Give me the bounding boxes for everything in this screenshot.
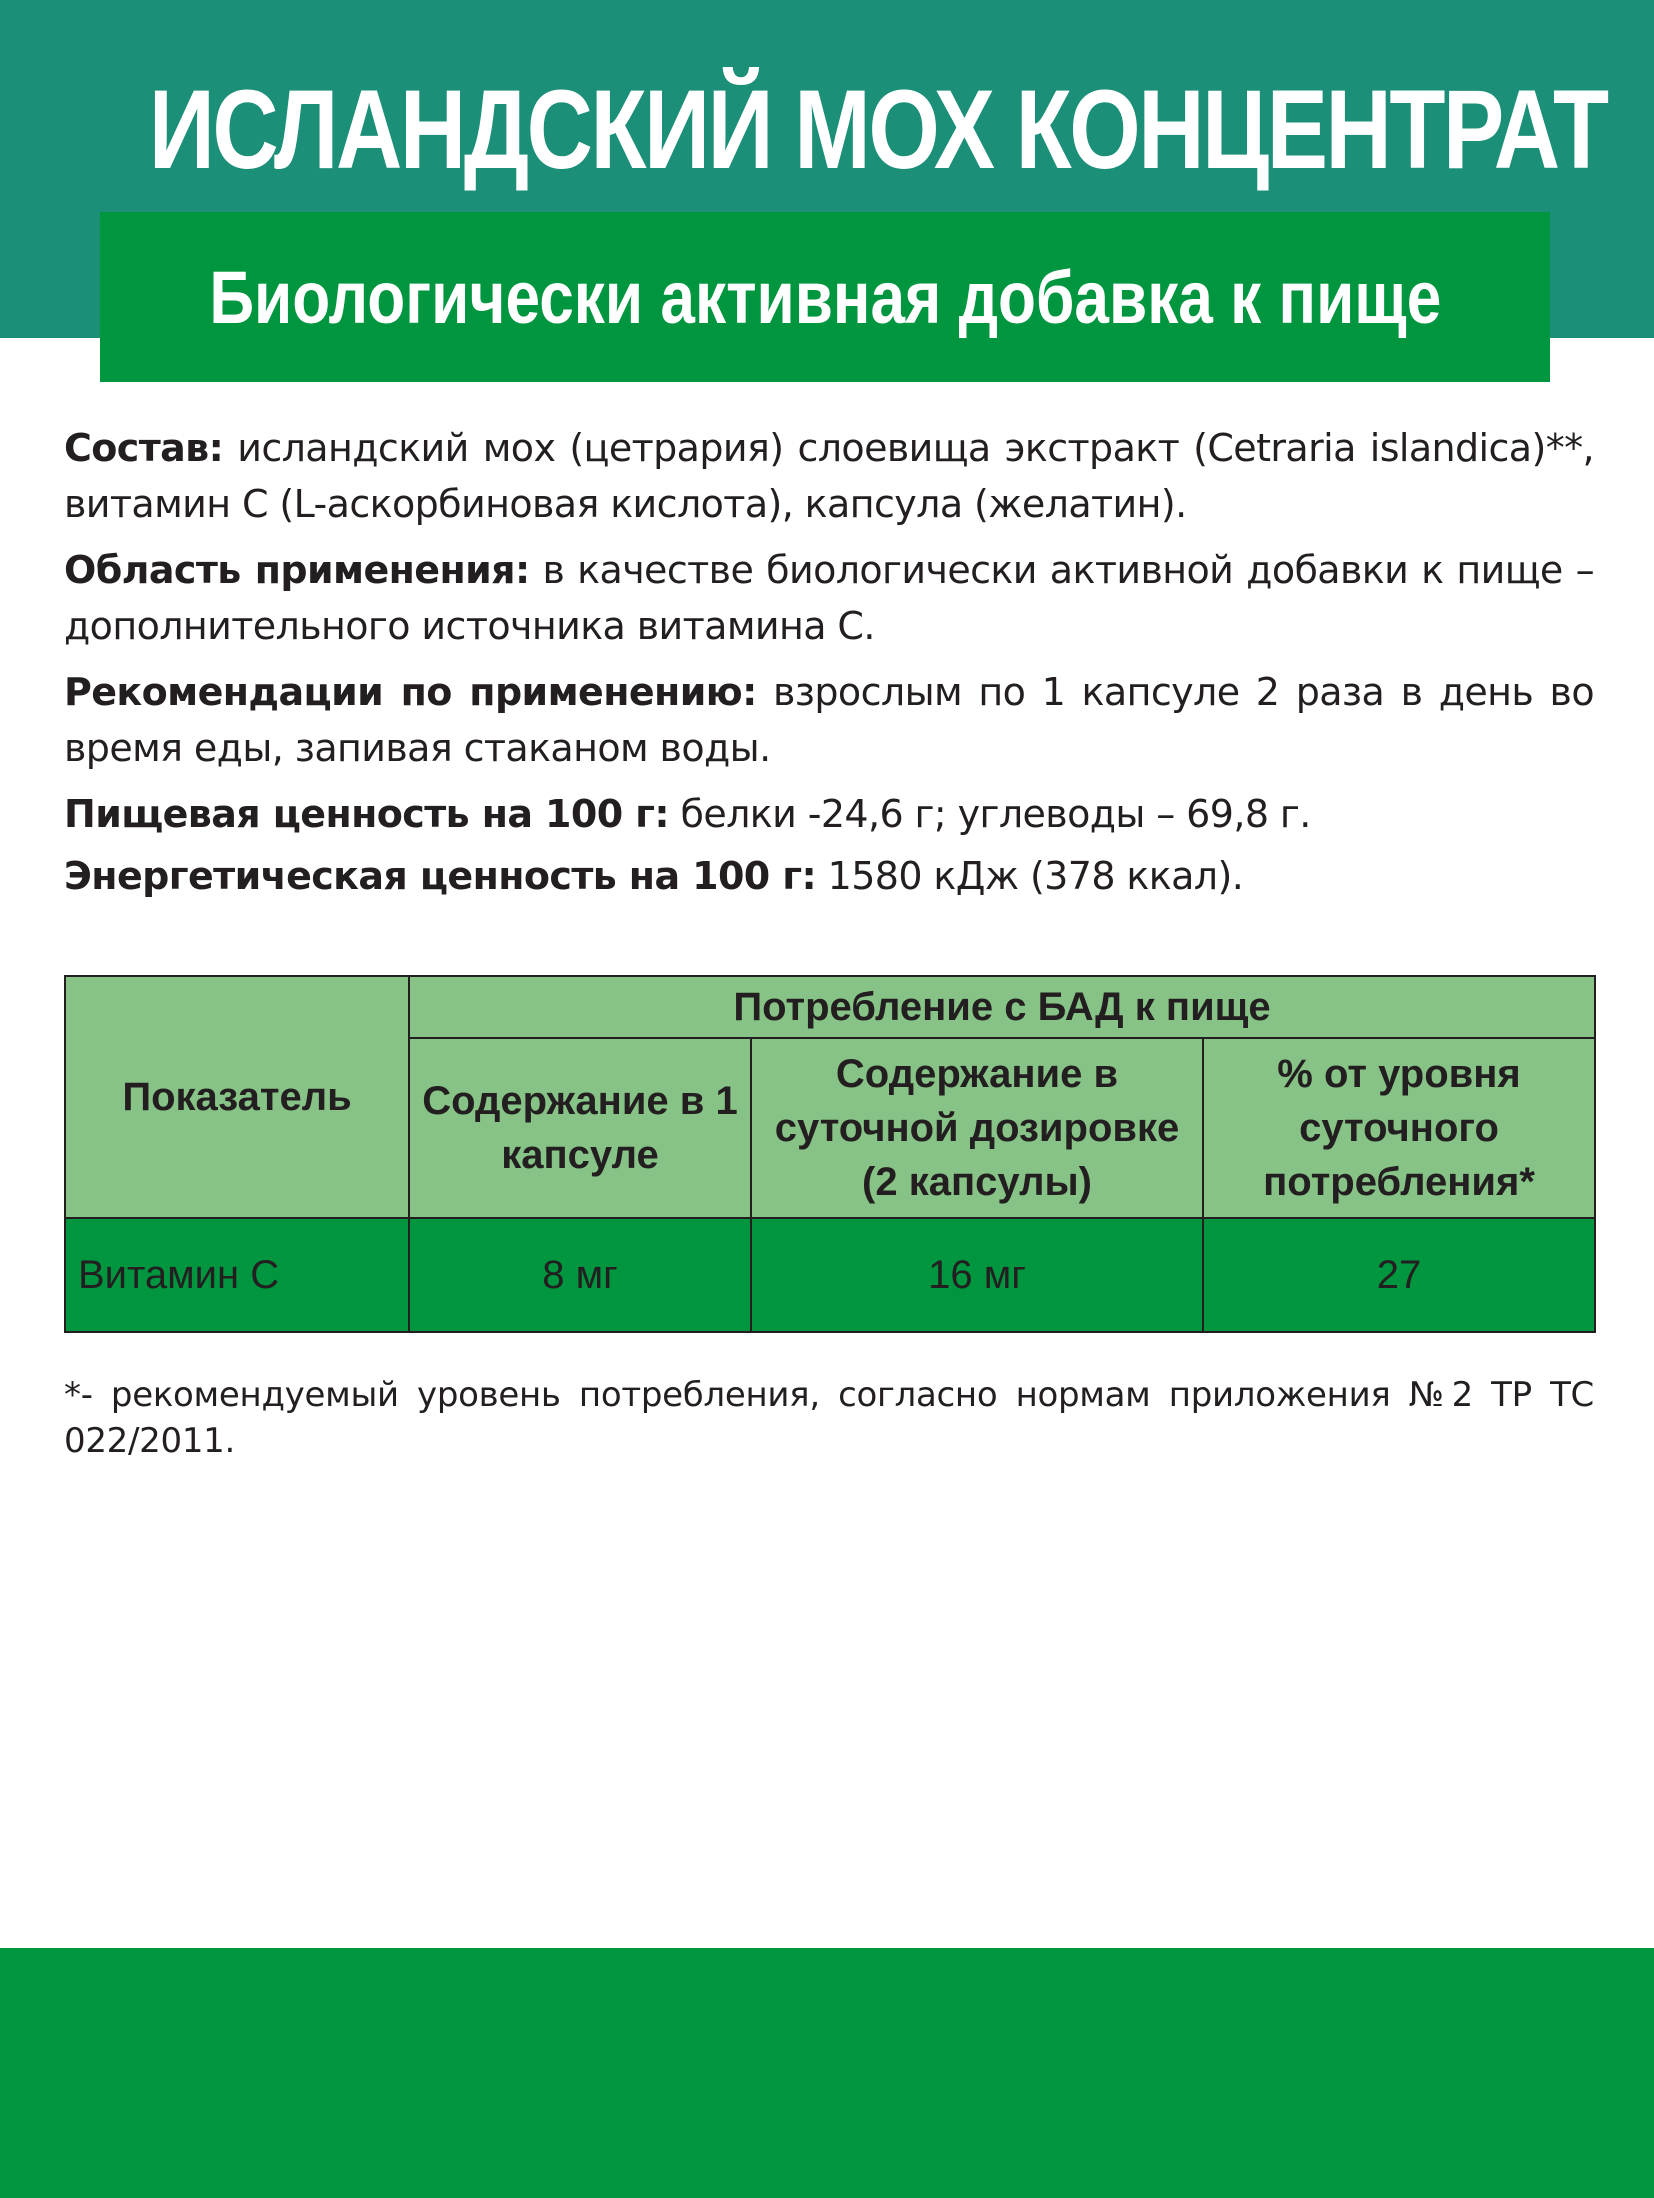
usage-area-label: Область применения: xyxy=(64,548,530,592)
nutrition-table xyxy=(64,975,1596,1333)
per-capsule-header: Содержание в 1 капсуле xyxy=(409,1038,751,1218)
recommendations-label: Рекомендации по применению: xyxy=(64,670,757,714)
recommendations-paragraph xyxy=(64,664,1594,776)
nutrition-label: Пищевая ценность на 100 г: xyxy=(64,792,670,836)
composition-paragraph xyxy=(64,420,1594,532)
indicator-header: Показатель xyxy=(65,976,409,1218)
footer-band xyxy=(0,1948,1654,2198)
footnote: *- рекомендуемый уровень потребления, согласно нормам приложения №2 ТР ТС 022/2011. xyxy=(64,1375,1594,1461)
daily-percent-header: % от уровня суточного потребления* xyxy=(1203,1038,1595,1218)
indicator-cell: Витамин С xyxy=(65,1218,409,1332)
daily-dose-header: Содержание в суточной дозировке (2 капсулы) xyxy=(751,1038,1203,1218)
product-title: ИСЛАНДСКИЙ МОХ КОНЦЕНТРАТ xyxy=(148,67,1607,192)
daily-dose-cell: 16 мг xyxy=(751,1218,1203,1332)
energy-text: 1580 кДж (378 ккал). xyxy=(816,854,1244,898)
recommendations-text: взрослым по 1 капсуле 2 раза в день во время еды, запивая стаканом воды. xyxy=(64,670,1594,770)
nutrition-paragraph xyxy=(64,786,1594,842)
composition-label: Состав: xyxy=(64,426,224,470)
usage-area-paragraph xyxy=(64,542,1594,654)
per-capsule-cell: 8 мг xyxy=(409,1218,751,1332)
intake-group-header: Потребление с БАД к пище xyxy=(409,976,1595,1038)
usage-area-text: в качестве биологически активной добавки к пище – дополнительного источника витамина С. xyxy=(64,548,1594,648)
subtitle-banner xyxy=(100,212,1550,382)
nutrition-text: белки -24,6 г; углеводы – 69,8 г. xyxy=(669,792,1311,836)
product-description xyxy=(64,420,1594,910)
daily-percent-cell: 27 xyxy=(1203,1218,1595,1332)
composition-text: исландский мох (цетрария) слоевища экстракт (Cetraria islandica)**, витамин С (L-аскорбиновая кислота), капсула (желатин). xyxy=(64,426,1594,526)
table-row xyxy=(65,1218,1595,1332)
product-subtitle: Биологически активная добавка к пище xyxy=(209,255,1441,339)
energy-paragraph xyxy=(64,848,1594,904)
energy-label: Энергетическая ценность на 100 г: xyxy=(64,854,817,898)
